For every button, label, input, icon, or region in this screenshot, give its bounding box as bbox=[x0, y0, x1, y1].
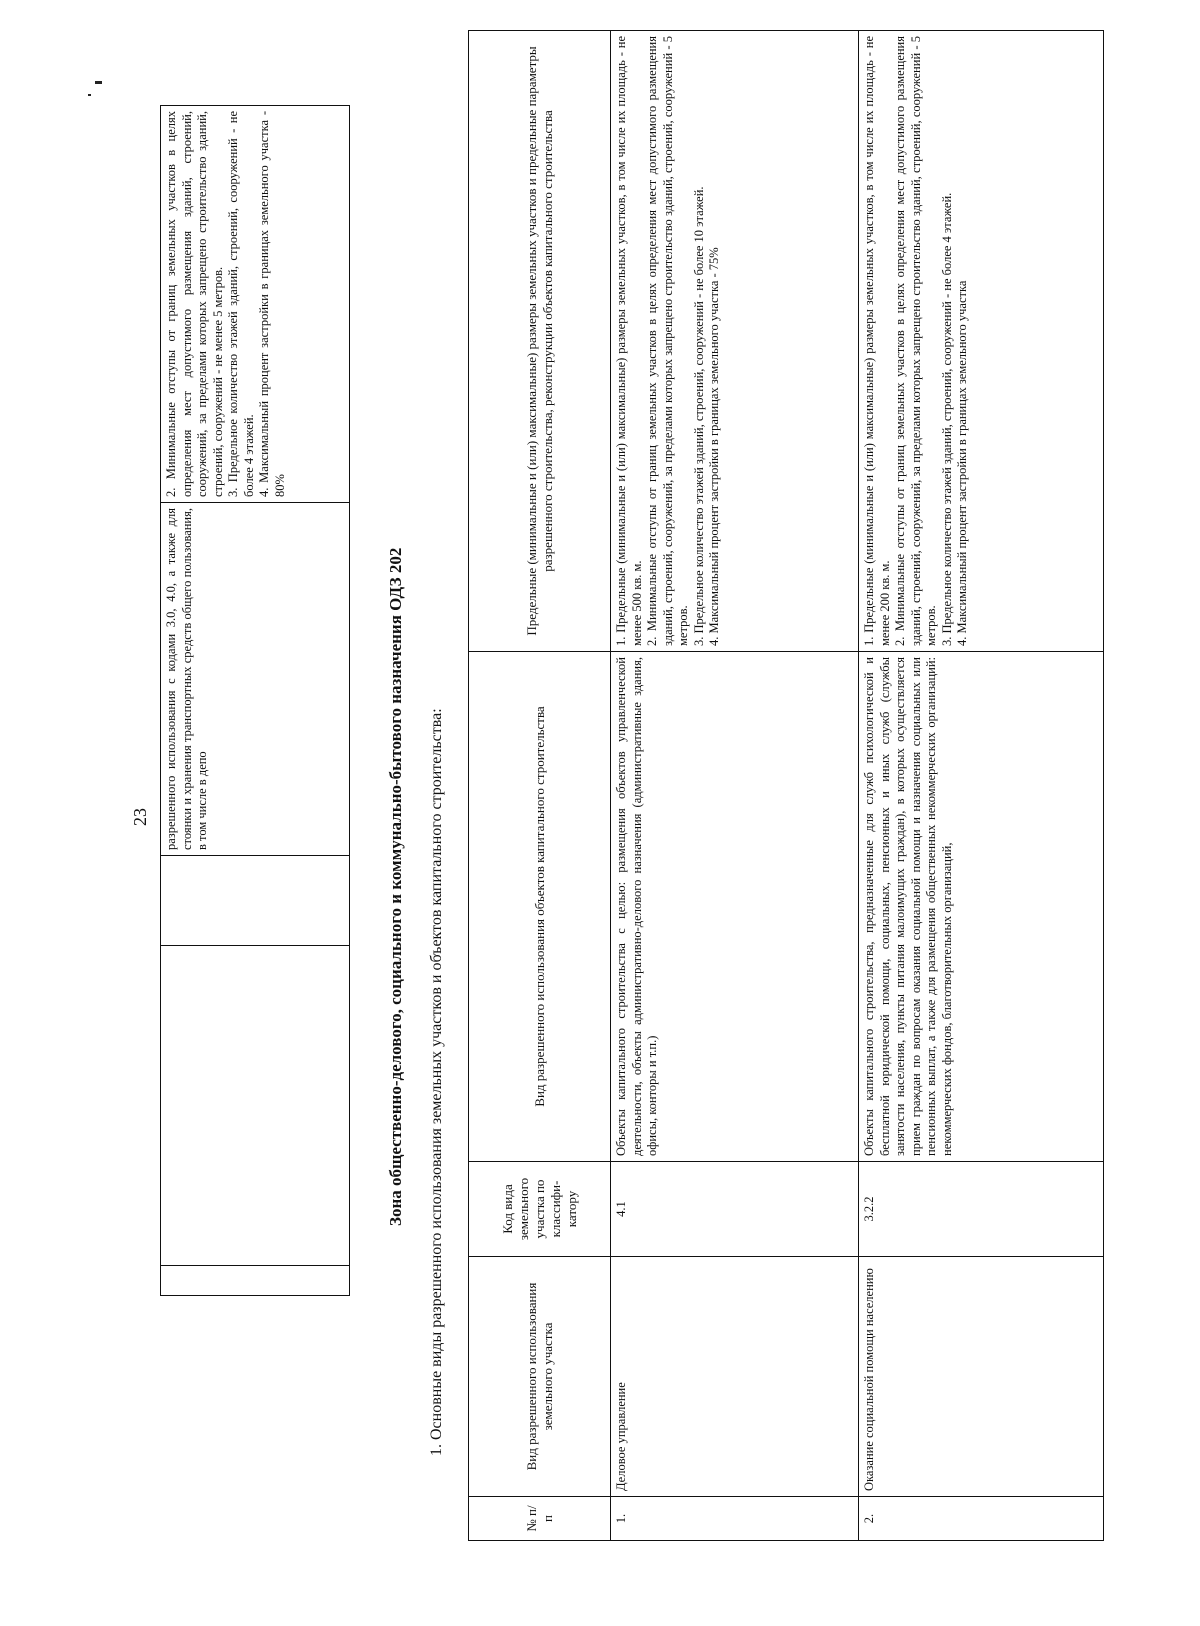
permitted-use-table bbox=[468, 30, 1104, 1541]
param-line: 2. Минимальные отступы от границ земельных участков в целях определения мест допустимого размещения зданий, строений, сооружений, за пределами которых запрещено строительство зданий, строений, сооружений - 5 метров. bbox=[893, 36, 938, 646]
zone-title: Зона общественно-делового, социального и коммунально-бытового назначения ОДЗ 202 bbox=[386, 547, 405, 1226]
table-row bbox=[611, 31, 859, 1541]
param-line: 2. Минимальные отступы от границ земельных участков в целях определения мест допустимого размещения зданий, строений, сооружений, за пределами которых запрещено строительство зданий, строений, сооружений - не менее 5 метров. bbox=[164, 111, 225, 497]
continuation-table bbox=[160, 105, 350, 1296]
row-num: 2. bbox=[859, 1497, 1104, 1541]
table-row bbox=[161, 106, 350, 1296]
row-num: 1. bbox=[611, 1497, 859, 1541]
land-use-cell: Оказание социальной помощи населению bbox=[859, 1257, 1104, 1497]
table-cell bbox=[161, 1266, 350, 1296]
object-use-cell: Объекты капитального строительства, предназначенные для служб психологической и бесплатной юридической помощи, социальных, пенсионных и иных служб (службы занятости населения, пункты питания малоимущих граждан), в которых осуществляется прием граждан по вопросам оказания социальной помощи и назначения социальных или пенсионных выплат, а также для размещения общественных некоммерческих организаций: некоммерческих фондов, благотворительных организаций, bbox=[859, 652, 1104, 1162]
header-land-use: Вид разрешенного использования земельного участка bbox=[469, 1257, 611, 1497]
table-header-row bbox=[469, 31, 611, 1541]
header-object-use: Вид разрешенного использования объектов капитального строительства bbox=[469, 652, 611, 1162]
params-cell bbox=[611, 31, 859, 652]
header-num: № п/п bbox=[469, 1497, 611, 1541]
page-number: 23 bbox=[130, 808, 150, 826]
scan-mark bbox=[88, 94, 91, 96]
param-line: 3. Предельное количество этажей зданий, строений, сооружений - не более 4 этажей. bbox=[226, 111, 256, 497]
param-line: 3. Предельное количество этажей зданий, строений, сооружений - не более 10 этажей. bbox=[691, 186, 706, 646]
param-line: 1. Предельные (минимальные и (или) максимальные) размеры земельных участков, в том числе их площадь - не менее 500 кв. м. bbox=[614, 36, 644, 646]
header-params: Предельные (минимальные и (или) максимальные) размеры земельных участков и предельные параметры разрешенного строительства, реконструкции объектов капитального строительства bbox=[469, 31, 611, 652]
scan-mark bbox=[95, 81, 102, 84]
object-use-cell: Объекты капитального строительства с целью: размещения объектов управленческой деятельности, объекты административно-делового назначения (административные здания, офисы, конторы и т.п.) bbox=[611, 652, 859, 1162]
params-cell bbox=[859, 31, 1104, 652]
param-line: 1. Предельные (минимальные и (или) максимальные) размеры земельных участков, в том числе их площадь - не менее 200 кв. м. bbox=[862, 36, 892, 646]
table-row bbox=[859, 31, 1104, 1541]
param-line: 3. Предельное количество этажей зданий, строений, сооружений - не более 4 этажей. bbox=[939, 192, 954, 646]
list-intro: 1. Основные виды разрешенного использования земельных участков и объектов капитального строительства: bbox=[428, 708, 445, 1456]
param-line: 2. Минимальные отступы от границ земельных участков в целях определения мест допустимого размещения зданий, строений, сооружений, за пределами которых запрещено строительство зданий, строений, сооружений - 5 метров. bbox=[645, 36, 690, 646]
param-line: 4. Максимальный процент застройки в границах земельного участка bbox=[955, 280, 969, 646]
land-use-cell: Деловое управление bbox=[611, 1257, 859, 1497]
object-use-cell: разрешенного использования с кодами 3.0, 4.0, а также для стоянки и хранения транспортных средств общего пользования, в том числе в депо bbox=[161, 503, 350, 856]
header-code: Код вида земельного участка по классифи-катору bbox=[469, 1162, 611, 1257]
table-cell bbox=[161, 856, 350, 946]
param-line: 4. Максимальный процент застройки в границах земельного участка - 80% bbox=[257, 111, 287, 497]
param-line: 4. Максимальный процент застройки в границах земельного участка - 75% bbox=[707, 247, 721, 646]
table-cell bbox=[161, 946, 350, 1266]
params-cell bbox=[161, 106, 350, 503]
code-cell: 3.2.2 bbox=[859, 1162, 1104, 1257]
code-cell: 4.1 bbox=[611, 1162, 859, 1257]
